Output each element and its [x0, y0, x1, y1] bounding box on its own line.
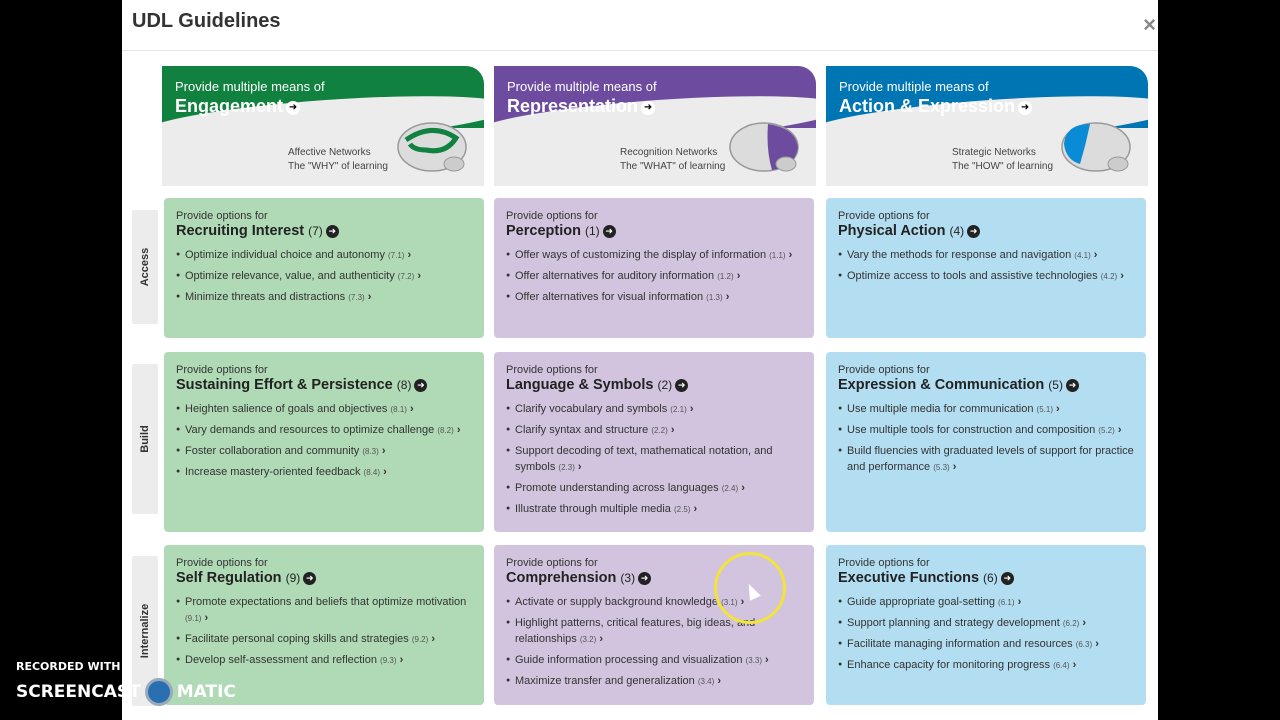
guideline-link[interactable]: ● Promote understanding across languages (2.4) › — [506, 480, 802, 497]
guideline-link[interactable]: ● Heighten salience of goals and objectives (8.1) › — [176, 401, 472, 418]
guideline-link[interactable]: ● Promote expectations and beliefs that optimize motivation (9.1) › — [176, 594, 472, 627]
cell-pre-label: Provide options for — [506, 557, 598, 569]
row-tab-build: Build — [132, 364, 158, 514]
column-header-action-expression[interactable] — [826, 66, 1148, 186]
column-pre-label: Provide multiple means of — [839, 79, 989, 94]
cell-title-link[interactable]: Physical Action (4) ➜ — [838, 223, 1134, 239]
arrow-right-icon: ➜ — [286, 101, 300, 115]
cell-pre-label: Provide options for — [838, 210, 930, 222]
arrow-right-icon: ➜ — [303, 572, 316, 585]
guideline-link[interactable]: ● Build fluencies with graduated levels of support for practice and performance (5.3) › — [838, 443, 1134, 476]
screencast-watermark — [16, 660, 236, 706]
guideline-link[interactable]: ● Use multiple media for communication (5.1) › — [838, 401, 1134, 418]
guideline-link[interactable]: ● Maximize transfer and generalization (3.4) › — [506, 673, 802, 690]
network-label: Strategic Networks The "HOW" of learning — [952, 147, 1054, 172]
watermark-brand-left: SCREENCAST — [16, 682, 141, 702]
guideline-link[interactable]: ● Increase mastery-oriented feedback (8.4) › — [176, 464, 472, 481]
arrow-right-icon: ➜ — [603, 225, 616, 238]
watermark-brand-right: MATIC — [176, 682, 236, 702]
guideline-link[interactable]: ● Develop self-assessment and reflection (9.3) › — [176, 652, 472, 669]
guideline-link[interactable]: ● Offer alternatives for visual information (1.3) › — [506, 289, 802, 306]
column-pre-label: Provide multiple means of — [175, 79, 325, 94]
cell-pre-label: Provide options for — [506, 364, 598, 376]
guideline-link[interactable]: ● Facilitate managing information and resources (6.3) › — [838, 636, 1134, 653]
guideline-link[interactable]: ● Optimize individual choice and autonomy (7.1) › — [176, 247, 472, 264]
cell-title-link[interactable]: Recruiting Interest (7) ➜ — [176, 223, 472, 239]
cell-executive-functions — [826, 545, 1146, 705]
guideline-link[interactable]: ● Support decoding of text, mathematical notation, and symbols (2.3) › — [506, 443, 802, 476]
guideline-link[interactable]: ● Support planning and strategy development (6.2) › — [838, 615, 1134, 632]
guideline-link[interactable]: ● Enhance capacity for monitoring progress (6.4) › — [838, 657, 1134, 674]
arrow-right-icon: ➜ — [641, 101, 655, 115]
guideline-link[interactable]: ● Foster collaboration and community (8.3) › — [176, 443, 472, 460]
cell-pre-label: Provide options for — [176, 364, 268, 376]
brain-recognition-icon — [728, 120, 800, 176]
cell-recruiting-interest — [164, 198, 484, 338]
arrow-right-icon: ➜ — [414, 379, 427, 392]
close-button[interactable]: × — [1143, 12, 1156, 37]
column-header-engagement[interactable] — [162, 66, 484, 186]
column-title[interactable]: Representation ➜ — [507, 96, 655, 117]
guideline-link[interactable]: ● Illustrate through multiple media (2.5) › — [506, 501, 802, 518]
guideline-link[interactable]: ● Clarify syntax and structure (2.2) › — [506, 422, 802, 439]
arrow-right-icon: ➜ — [1018, 101, 1032, 115]
guideline-link[interactable]: ● Guide appropriate goal-setting (6.1) › — [838, 594, 1134, 611]
guideline-link[interactable]: ● Highlight patterns, critical features, big ideas, and relationships (3.2) › — [506, 615, 802, 648]
arrow-right-icon: ➜ — [1001, 572, 1014, 585]
cell-title-link[interactable]: Self Regulation (9) ➜ — [176, 570, 472, 586]
watermark-brand — [16, 678, 236, 706]
row-tab-access: Access — [132, 210, 158, 324]
column-title[interactable]: Engagement ➜ — [175, 96, 300, 117]
cell-pre-label: Provide options for — [506, 210, 598, 222]
cell-title-link[interactable]: Language & Symbols (2) ➜ — [506, 377, 802, 393]
arrow-right-icon: ➜ — [675, 379, 688, 392]
guideline-link[interactable]: ● Minimize threats and distractions (7.3) › — [176, 289, 472, 306]
cell-pre-label: Provide options for — [176, 210, 268, 222]
arrow-right-icon: ➜ — [638, 572, 651, 585]
cell-perception — [494, 198, 814, 338]
cell-pre-label: Provide options for — [176, 557, 268, 569]
cell-title-link[interactable]: Comprehension (3) ➜ — [506, 570, 802, 586]
guideline-link[interactable]: ● Optimize access to tools and assistive technologies (4.2) › — [838, 268, 1134, 285]
guideline-link[interactable]: ● Activate or supply background knowledge (3.1) › — [506, 594, 802, 611]
cell-title-link[interactable]: Perception (1) ➜ — [506, 223, 802, 239]
guideline-link[interactable]: ● Guide information processing and visualization (3.3) › — [506, 652, 802, 669]
arrow-right-icon: ➜ — [1066, 379, 1079, 392]
guideline-link[interactable]: ● Vary demands and resources to optimize challenge (8.2) › — [176, 422, 472, 439]
cell-pre-label: Provide options for — [838, 364, 930, 376]
guideline-link[interactable]: ● Offer alternatives for auditory information (1.2) › — [506, 268, 802, 285]
arrow-right-icon: ➜ — [326, 225, 339, 238]
column-title[interactable]: Action & Expression ➜ — [839, 96, 1032, 117]
cell-sustaining-effort — [164, 352, 484, 532]
row-tab-internalize: Internalize — [132, 556, 158, 706]
cell-title-link[interactable]: Expression & Communication (5) ➜ — [838, 377, 1134, 393]
cell-title-link[interactable]: Executive Functions (6) ➜ — [838, 570, 1134, 586]
guideline-link[interactable]: ● Offer ways of customizing the display of information (1.1) › — [506, 247, 802, 264]
guideline-link[interactable]: ● Use multiple tools for construction and composition (5.2) › — [838, 422, 1134, 439]
column-pre-label: Provide multiple means of — [507, 79, 657, 94]
guideline-link[interactable]: ● Clarify vocabulary and symbols (2.1) › — [506, 401, 802, 418]
arrow-right-icon: ➜ — [967, 225, 980, 238]
udl-guidelines-modal — [122, 0, 1158, 720]
cell-pre-label: Provide options for — [838, 557, 930, 569]
cell-language-symbols — [494, 352, 814, 532]
guideline-link[interactable]: ● Vary the methods for response and navigation (4.1) › — [838, 247, 1134, 264]
brain-affective-icon — [396, 120, 468, 176]
guideline-link[interactable]: ● Optimize relevance, value, and authenticity (7.2) › — [176, 268, 472, 285]
title-divider — [122, 50, 1158, 51]
watermark-recorded-with: RECORDED WITH — [16, 660, 121, 673]
modal-title: UDL Guidelines — [132, 10, 281, 32]
cell-title-link[interactable]: Sustaining Effort & Persistence (8) ➜ — [176, 377, 472, 393]
screencast-logo-icon — [145, 678, 173, 706]
guideline-link[interactable]: ● Facilitate personal coping skills and strategies (9.2) › — [176, 631, 472, 648]
cell-physical-action — [826, 198, 1146, 338]
brain-strategic-icon — [1060, 120, 1132, 176]
column-header-representation[interactable] — [494, 66, 816, 186]
cell-expression-communication — [826, 352, 1146, 532]
network-label: Affective Networks The "WHY" of learning — [288, 147, 388, 172]
network-label: Recognition Networks The "WHAT" of learning — [620, 147, 726, 172]
